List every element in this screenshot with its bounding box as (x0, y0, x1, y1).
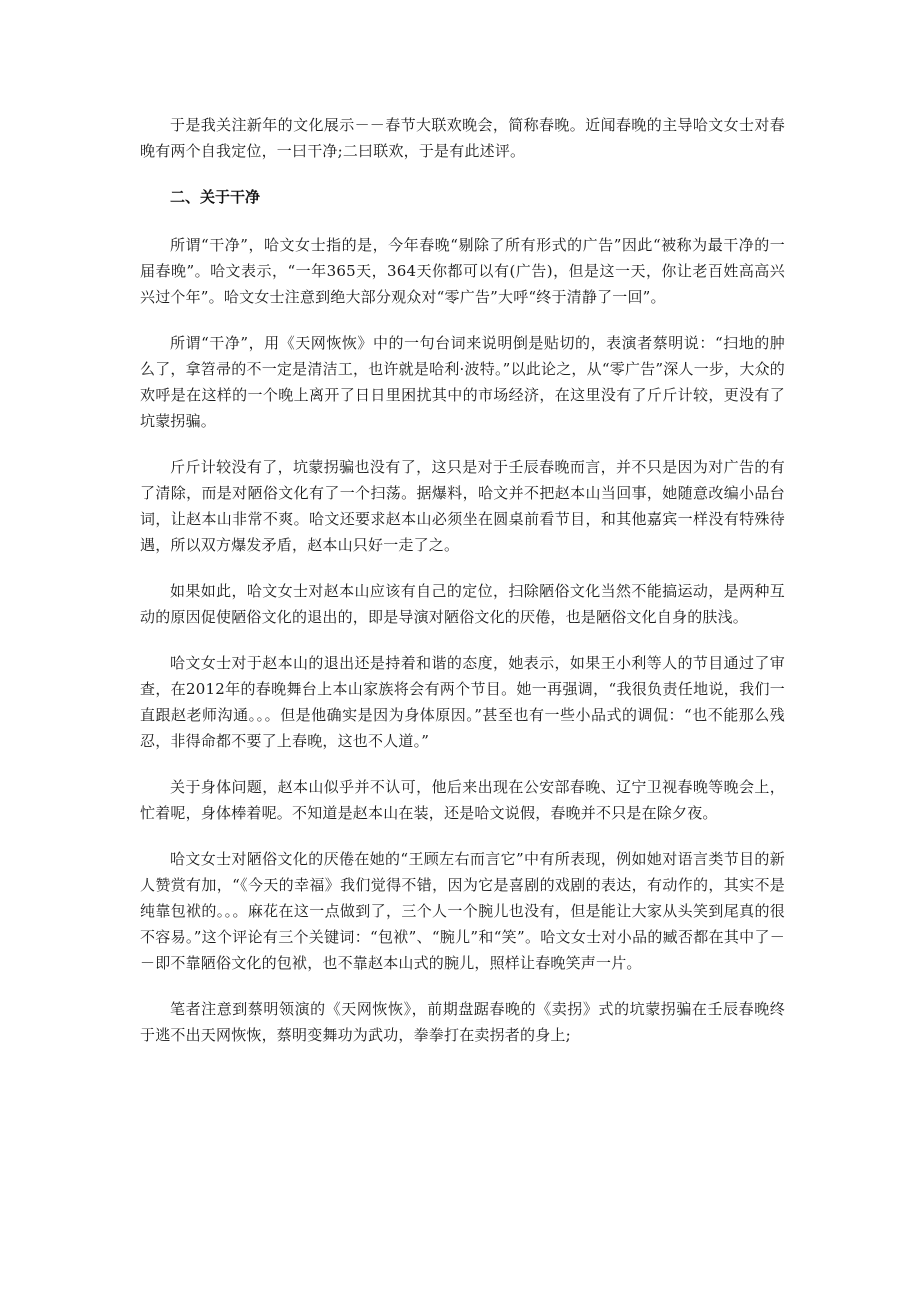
paragraph-8: 笔者注意到蔡明领演的《天网恢恢》，前期盘踞春晚的《卖拐》式的坑蒙拐骗在壬辰春晚终于逃不出天网恢恢，蔡明变舞功为武功，拳拳打在卖拐者的身上; (140, 1000, 785, 1044)
paragraph-4: 如果如此，哈文女士对赵本山应该有自己的定位，扫除陋俗文化当然不能搞运动，是两种互动的原因促使陋俗文化的退出的，即是导演对陋俗文化的厌倦，也是陋俗文化自身的肤浅。 (140, 582, 785, 626)
paragraph-2: 所谓“干净”，用《天网恢恢》中的一句台词来说明倒是贴切的，表演者蔡明说：“扫地的肿么了，拿笤帚的不一定是清洁工，也许就是哈利·波特。”以此论之，从“零广告”深人一步，大众的欢呼是在这样的一个晚上离开了日日里困扰其中的市场经济，在这里没有了斤斤计较，更没有了坑蒙拐骗。 (140, 334, 785, 430)
paragraph-3: 斤斤计较没有了，坑蒙拐骗也没有了，这只是对于壬辰春晚而言，并不只是因为对广告的有了清除，而是对陋俗文化有了一个扫荡。据爆料，哈文并不把赵本山当回事，她随意改编小品台词，让赵本山非常不爽。哈文还要求赵本山必须坐在圆桌前看节目，和其他嘉宾一样没有特殊待遇，所以双方爆发矛盾，赵本山只好一走了之。 (140, 458, 785, 554)
paragraph-6: 关于身体问题，赵本山似乎并不认可，他后来出现在公安部春晚、辽宁卫视春晚等晚会上，忙着呢，身体棒着呢。不知道是赵本山在装，还是哈文说假，春晚并不只是在除夕夜。 (140, 778, 785, 822)
document-body (140, 112, 785, 1068)
paragraph-7: 哈文女士对陋俗文化的厌倦在她的“王顾左右而言它”中有所表现，例如她对语言类节目的新人赞赏有加，“《今天的幸福》我们觉得不错，因为它是喜剧的戏剧的表达，有动作的，其实不是纯靠包袱的。。。麻花在这一点做到了，三个人一个腕儿也没有，但是能让大家从头笑到尾真的很不容易。”这个评论有三个关键词：“包袱”、“腕儿”和“笑”。哈文女士对小品的臧否都在其中了－－即不靠陋俗文化的包袱，也不靠赵本山式的腕儿，照样让春晚笑声一片。 (140, 850, 785, 972)
section-heading: 二、关于干净 (170, 188, 261, 206)
intro-paragraph: 于是我关注新年的文化展示－－春节大联欢晚会，简称春晚。近闻春晚的主导哈文女士对春晚有两个自我定位，一曰干净;二曰联欢，于是有此述评。 (140, 116, 785, 160)
paragraph-1: 所谓“干净”，哈文女士指的是，今年春晚“剔除了所有形式的广告”因此“被称为最干净的一届春晚”。哈文表示，“一年365天，364天你都可以有(广告)，但是这一天，你让老百姓高高兴兴过个年”。哈文女士注意到绝大部分观众对“零广告”大呼“终于清静了一回”。 (140, 236, 785, 306)
paragraph-5: 哈文女士对于赵本山的退出还是持着和谐的态度，她表示，如果王小利等人的节目通过了审查，在2012年的春晚舞台上本山家族将会有两个节目。她一再强调，“我很负责任地说，我们一直跟赵老师沟通。。。但是他确实是因为身体原因。”甚至也有一些小品式的调侃：“也不能那么残忍，非得命都不要了上春晚，这也不人道。” (140, 654, 785, 750)
